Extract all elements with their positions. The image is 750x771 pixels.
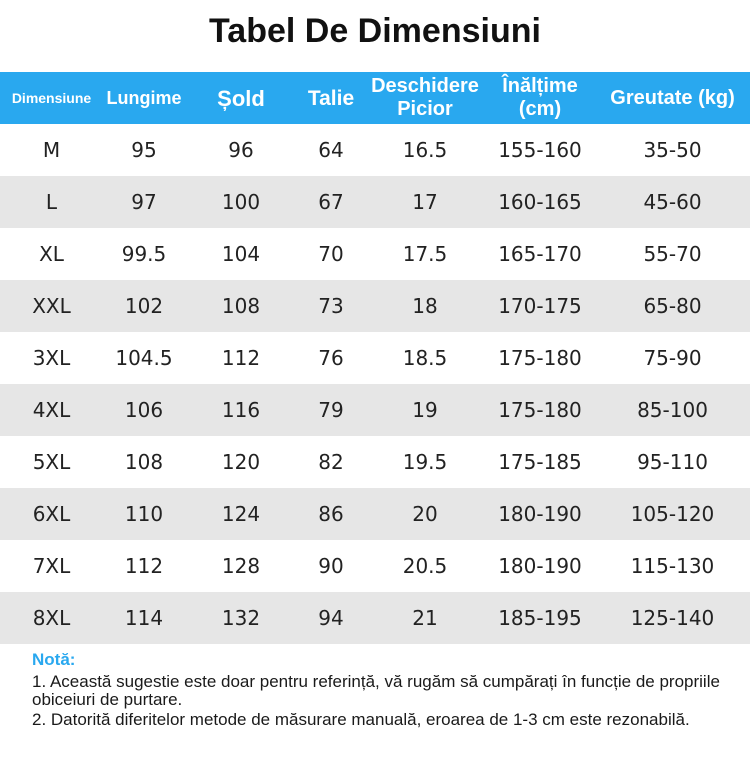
note-line-2: 2. Datorită diferitelor metode de măsurare manuală, eroarea de 1-3 cm este rezonabilă. xyxy=(32,710,690,729)
table-row xyxy=(0,228,750,280)
table-cell: 17.5 xyxy=(365,228,485,280)
table-cell: 95 xyxy=(103,124,185,176)
page-title: Tabel De Dimensiuni xyxy=(209,12,541,50)
column-header: Lungime xyxy=(103,72,185,124)
table-cell: 18 xyxy=(365,280,485,332)
table-row xyxy=(0,332,750,384)
table-cell: 86 xyxy=(297,488,365,540)
table-cell: 73 xyxy=(297,280,365,332)
table-row xyxy=(0,436,750,488)
table-cell: 45-60 xyxy=(595,176,750,228)
table-cell: XXL xyxy=(0,280,103,332)
table-cell: 55-70 xyxy=(595,228,750,280)
table-cell: 65-80 xyxy=(595,280,750,332)
notes-section xyxy=(32,650,732,731)
table-cell: 114 xyxy=(103,592,185,644)
table-cell: 95-110 xyxy=(595,436,750,488)
column-header: Șold xyxy=(185,72,297,124)
table-cell: M xyxy=(0,124,103,176)
table-cell: 175-185 xyxy=(485,436,595,488)
table-cell: 5XL xyxy=(0,436,103,488)
table-cell: 20 xyxy=(365,488,485,540)
table-cell: 125-140 xyxy=(595,592,750,644)
table-cell: 116 xyxy=(185,384,297,436)
table-cell: 175-180 xyxy=(485,332,595,384)
table-cell: 108 xyxy=(185,280,297,332)
table-cell: 97 xyxy=(103,176,185,228)
table-cell: 112 xyxy=(185,332,297,384)
table-row xyxy=(0,592,750,644)
table-cell: XL xyxy=(0,228,103,280)
table-cell: 20.5 xyxy=(365,540,485,592)
table-cell: 160-165 xyxy=(485,176,595,228)
table-cell: 96 xyxy=(185,124,297,176)
table-cell: 180-190 xyxy=(485,488,595,540)
table-cell: 8XL xyxy=(0,592,103,644)
table-row xyxy=(0,124,750,176)
notes-title: Notă: xyxy=(32,650,76,669)
table-cell: 67 xyxy=(297,176,365,228)
table-cell: 75-90 xyxy=(595,332,750,384)
column-header: Talie xyxy=(297,72,365,124)
table-cell: 70 xyxy=(297,228,365,280)
table-cell: 110 xyxy=(103,488,185,540)
table-row xyxy=(0,176,750,228)
table-cell: 112 xyxy=(103,540,185,592)
table-cell: 105-120 xyxy=(595,488,750,540)
table-cell: 180-190 xyxy=(485,540,595,592)
table-cell: 104.5 xyxy=(103,332,185,384)
table-cell: 64 xyxy=(297,124,365,176)
table-row xyxy=(0,384,750,436)
table-cell: 17 xyxy=(365,176,485,228)
table-cell: 21 xyxy=(365,592,485,644)
table-cell: 35-50 xyxy=(595,124,750,176)
table-cell: 104 xyxy=(185,228,297,280)
table-cell: 120 xyxy=(185,436,297,488)
table-cell: 82 xyxy=(297,436,365,488)
table-cell: 94 xyxy=(297,592,365,644)
table-cell: 128 xyxy=(185,540,297,592)
table-cell: 108 xyxy=(103,436,185,488)
table-cell: 155-160 xyxy=(485,124,595,176)
table-body xyxy=(0,124,750,644)
note-line-1: 1. Această sugestie este doar pentru referință, vă rugăm să cumpărați în funcție de propriile obiceiuri de purtare. xyxy=(32,672,720,709)
table-cell: 3XL xyxy=(0,332,103,384)
table-cell: 7XL xyxy=(0,540,103,592)
column-header: Greutate (kg) xyxy=(595,72,750,124)
table-cell: 124 xyxy=(185,488,297,540)
table-cell: 115-130 xyxy=(595,540,750,592)
table-cell: 76 xyxy=(297,332,365,384)
table-row xyxy=(0,280,750,332)
table-cell: 79 xyxy=(297,384,365,436)
table-cell: 170-175 xyxy=(485,280,595,332)
table-cell: 6XL xyxy=(0,488,103,540)
table-cell: 106 xyxy=(103,384,185,436)
table-row xyxy=(0,488,750,540)
table-row xyxy=(0,540,750,592)
table-cell: 175-180 xyxy=(485,384,595,436)
table-cell: 100 xyxy=(185,176,297,228)
table-cell: L xyxy=(0,176,103,228)
table-header-row xyxy=(0,72,750,124)
table-cell: 165-170 xyxy=(485,228,595,280)
table-cell: 19.5 xyxy=(365,436,485,488)
table-cell: 4XL xyxy=(0,384,103,436)
column-header: Deschidere Picior xyxy=(365,72,485,124)
size-table xyxy=(0,72,750,644)
table-cell: 132 xyxy=(185,592,297,644)
table-cell: 90 xyxy=(297,540,365,592)
column-header: Înălțime (cm) xyxy=(485,72,595,124)
table-cell: 185-195 xyxy=(485,592,595,644)
table-cell: 85-100 xyxy=(595,384,750,436)
table-cell: 102 xyxy=(103,280,185,332)
table-cell: 99.5 xyxy=(103,228,185,280)
table-cell: 19 xyxy=(365,384,485,436)
table-cell: 18.5 xyxy=(365,332,485,384)
column-header: Dimensiune xyxy=(0,72,103,124)
table-cell: 16.5 xyxy=(365,124,485,176)
